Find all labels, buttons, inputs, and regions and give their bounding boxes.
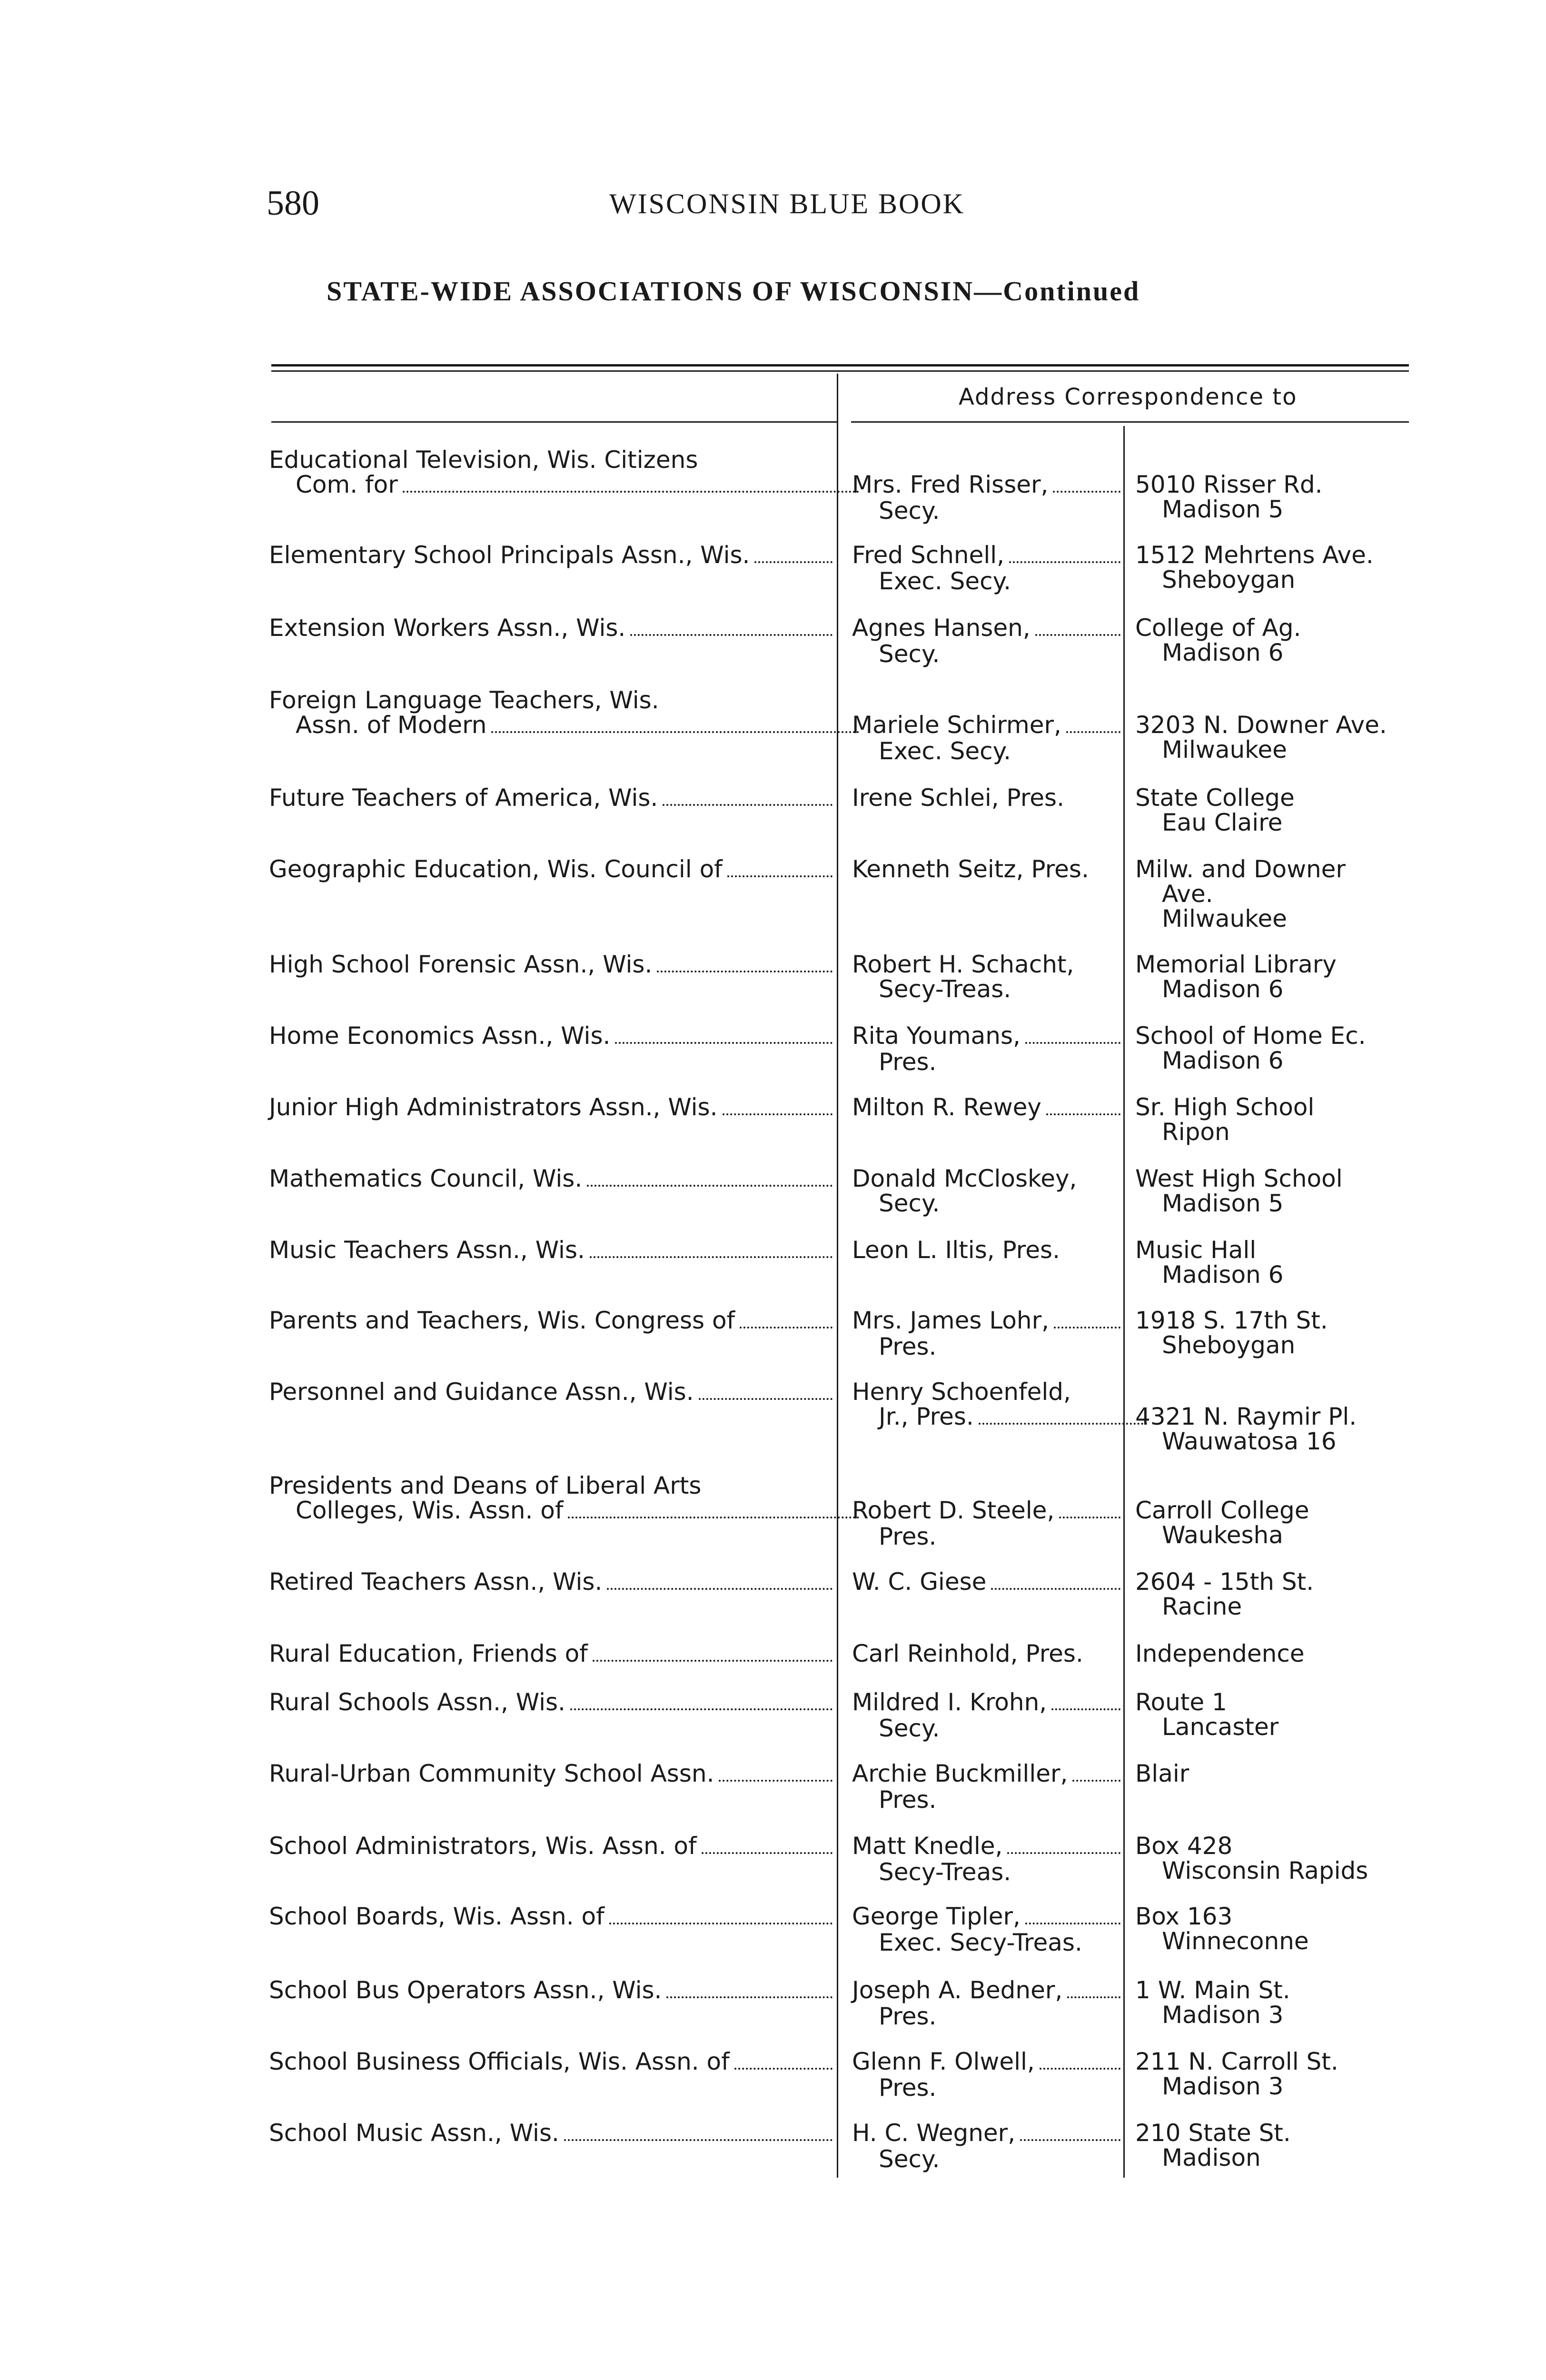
officer-line — [852, 1238, 1123, 1262]
officer-line — [852, 1690, 1123, 1716]
row-13-address — [1135, 1404, 1421, 1454]
row-9-address — [1135, 1095, 1421, 1144]
row-4-organization — [269, 688, 835, 739]
officer-line — [852, 2075, 1123, 2100]
officer-text: Secy. — [879, 640, 940, 668]
address-line: Independence — [1135, 1640, 1305, 1667]
officer-line — [852, 713, 1123, 739]
organization-text: Junior High Administrators Assn., Wis. — [269, 1093, 718, 1121]
organization-line — [269, 1095, 835, 1121]
dot-leader — [630, 634, 832, 636]
organization-text: Retired Teachers Assn., Wis. — [269, 1568, 603, 1596]
organization-text: Educational Television, Wis. Citizens — [269, 446, 698, 474]
organization-line — [269, 1834, 835, 1860]
dot-leader — [1025, 1042, 1120, 1044]
address-line: Madison — [1162, 2144, 1261, 2172]
officer-line — [852, 785, 1123, 810]
organization-line — [269, 615, 835, 642]
officer-line — [852, 977, 1123, 1002]
row-6-address — [1135, 857, 1421, 931]
dot-leader — [615, 1042, 832, 1044]
row-5-officer — [852, 785, 1123, 810]
dot-leader — [727, 875, 832, 877]
address-line: Madison 5 — [1162, 496, 1284, 523]
address-line: Madison 6 — [1162, 975, 1284, 1003]
address-line: West High School — [1135, 1165, 1343, 1192]
officer-line — [852, 1166, 1123, 1191]
organization-line — [269, 1023, 835, 1050]
officer-line — [852, 642, 1123, 666]
row-1-organization — [269, 447, 835, 498]
address-line: Waukesha — [1162, 1521, 1283, 1549]
address-line: Box 428 — [1135, 1832, 1233, 1860]
organization-line — [269, 1498, 862, 1524]
address-line: Eau Claire — [1162, 809, 1283, 836]
running-head: WISCONSIN BLUE BOOK — [609, 188, 965, 219]
officer-line — [852, 1404, 1150, 1430]
organization-line — [269, 1641, 835, 1667]
dot-leader — [1066, 731, 1120, 733]
organization-line — [269, 1978, 835, 2004]
dot-leader — [403, 491, 859, 493]
dot-leader — [663, 804, 832, 806]
row-5-organization — [269, 785, 835, 812]
address-line: Winneconne — [1162, 1927, 1309, 1955]
officer-text: Jr., Pres. — [879, 1403, 974, 1430]
address-line: Racine — [1162, 1593, 1242, 1620]
dot-leader — [1053, 491, 1120, 493]
officer-line — [852, 569, 1123, 594]
dot-leader — [607, 1588, 832, 1590]
officer-text: Mildred I. Krohn, — [852, 1688, 1047, 1716]
row-8-address — [1135, 1023, 1421, 1073]
organization-line — [269, 1308, 835, 1334]
row-19-organization — [269, 1834, 835, 1860]
address-line: 5010 Risser Rd. — [1135, 471, 1323, 498]
officer-text: Mrs. Fred Risser, — [852, 471, 1049, 498]
row-11-organization — [269, 1238, 835, 1264]
row-10-officer — [852, 1166, 1123, 1216]
row-2-officer — [852, 543, 1123, 594]
dot-leader — [719, 1780, 832, 1782]
row-17-address — [1135, 1690, 1421, 1739]
dot-leader — [568, 1517, 859, 1518]
officer-text: Glenn F. Olwell, — [852, 2048, 1035, 2075]
address-line: School of Home Ec. — [1135, 1022, 1366, 1050]
dot-leader — [570, 1708, 832, 1710]
officer-text: Kenneth Seitz, Pres. — [852, 855, 1089, 883]
address-line: 4321 N. Raymir Pl. — [1135, 1403, 1357, 1430]
officer-line — [852, 1860, 1123, 1884]
row-18-organization — [269, 1761, 835, 1787]
address-line: Madison 6 — [1162, 639, 1284, 666]
row-14-address — [1135, 1498, 1421, 1547]
officer-text: Pres. — [879, 2003, 937, 2030]
organization-text: Rural-Urban Community School Assn. — [269, 1760, 714, 1787]
officer-line — [852, 1761, 1123, 1787]
officer-text: Robert D. Steele, — [852, 1497, 1055, 1524]
officer-text: H. C. Wegner, — [852, 2119, 1016, 2147]
row-16-officer — [852, 1641, 1123, 1666]
organization-text: Extension Workers Assn., Wis. — [269, 614, 626, 642]
officer-text: Pres. — [879, 1786, 937, 1814]
address-line: 1512 Mehrtens Ave. — [1135, 541, 1374, 569]
row-4-officer — [852, 713, 1123, 764]
officer-text: Exec. Secy. — [879, 737, 1011, 765]
officer-text: Donald McCloskey, — [852, 1165, 1077, 1192]
row-23-organization — [269, 2121, 835, 2147]
organization-text: High School Forensic Assn., Wis. — [269, 951, 653, 978]
dot-leader — [1040, 2068, 1120, 2070]
officer-line — [852, 1334, 1123, 1359]
officer-text: Henry Schoenfeld, — [852, 1378, 1071, 1406]
officer-text: Leon L. Iltis, Pres. — [852, 1236, 1060, 1264]
organization-text: Rural Schools Assn., Wis. — [269, 1688, 565, 1716]
organization-line — [269, 1569, 835, 1596]
row-7-address — [1135, 952, 1421, 1002]
row-14-officer — [852, 1498, 1123, 1549]
row-22-officer — [852, 2049, 1123, 2100]
row-21-organization — [269, 1978, 835, 2004]
dot-leader — [593, 1660, 832, 1662]
dot-leader — [1067, 1996, 1120, 1998]
address-line: Box 163 — [1135, 1903, 1233, 1930]
officer-text: Agnes Hansen, — [852, 614, 1031, 642]
organization-line — [269, 857, 835, 883]
row-3-address — [1135, 615, 1421, 665]
organization-line — [269, 1379, 835, 1406]
address-line: Sr. High School — [1135, 1093, 1315, 1121]
row-20-address — [1135, 1904, 1421, 1954]
row-11-address — [1135, 1238, 1421, 1287]
page-number: 580 — [267, 184, 319, 223]
dot-leader — [1046, 1113, 1120, 1115]
organization-text: Elementary School Principals Assn., Wis. — [269, 541, 750, 569]
row-21-officer — [852, 1978, 1123, 2029]
officer-line — [852, 739, 1123, 764]
address-line: State College — [1135, 784, 1295, 812]
row-22-address — [1135, 2049, 1421, 2099]
organization-line — [269, 1761, 835, 1787]
row-17-officer — [852, 1690, 1123, 1741]
officer-text: Irene Schlei, Pres. — [852, 784, 1064, 812]
address-line: Carroll College — [1135, 1497, 1309, 1524]
row-8-officer — [852, 1023, 1123, 1074]
officer-line — [852, 1524, 1123, 1549]
organization-line — [269, 543, 835, 569]
officer-text: Pres. — [879, 1523, 937, 1550]
officer-line — [852, 1716, 1123, 1741]
row-10-address — [1135, 1166, 1421, 1216]
row-18-officer — [852, 1761, 1123, 1812]
organization-line — [269, 713, 862, 739]
organization-text: Personnel and Guidance Assn., Wis. — [269, 1378, 694, 1406]
officer-line — [852, 1379, 1123, 1404]
row-12-officer — [852, 1308, 1123, 1359]
row-9-officer — [852, 1095, 1123, 1121]
organization-text: School Boards, Wis. Assn. of — [269, 1903, 605, 1930]
dot-leader — [979, 1423, 1147, 1425]
row-15-address — [1135, 1569, 1421, 1619]
organization-text: Foreign Language Teachers, Wis. — [269, 686, 659, 714]
row-23-address — [1135, 2121, 1421, 2170]
row-2-organization — [269, 543, 835, 569]
officer-text: George Tipler, — [852, 1903, 1021, 1930]
row-11-officer — [852, 1238, 1123, 1262]
organization-text: Rural Education, Friends of — [269, 1640, 588, 1667]
officer-text: Joseph A. Bedner, — [852, 1976, 1063, 2004]
row-16-organization — [269, 1641, 835, 1667]
organization-text: Colleges, Wis. Assn. of — [296, 1497, 564, 1524]
row-13-organization — [269, 1379, 835, 1406]
officer-line — [852, 1904, 1123, 1930]
organization-text: Mathematics Council, Wis. — [269, 1165, 583, 1192]
organization-text: Presidents and Deans of Liberal Arts — [269, 1472, 702, 1499]
officer-text: Archie Buckmiller, — [852, 1760, 1068, 1787]
row-20-organization — [269, 1904, 835, 1930]
row-8-organization — [269, 1023, 835, 1050]
officer-line — [852, 857, 1123, 882]
row-19-officer — [852, 1834, 1123, 1884]
row-20-officer — [852, 1904, 1123, 1955]
organization-text: School Business Officials, Wis. Assn. of — [269, 2048, 730, 2075]
organization-text: Com. for — [296, 471, 398, 498]
dot-leader — [491, 731, 859, 733]
row-22-organization — [269, 2049, 835, 2075]
officer-line — [852, 1569, 1123, 1596]
address-line: 211 N. Carroll St. — [1135, 2048, 1338, 2075]
row-1-address — [1135, 472, 1421, 522]
officer-text: Secy. — [879, 1190, 940, 1217]
dot-leader — [702, 1852, 832, 1854]
section-title: STATE-WIDE ASSOCIATIONS OF WISCONSIN—Continued — [327, 276, 1140, 307]
officer-text: Milton R. Rewey — [852, 1093, 1041, 1121]
address-line: Wisconsin Rapids — [1162, 1857, 1368, 1884]
address-line: Route 1 — [1135, 1688, 1227, 1716]
organization-text: School Bus Operators Assn., Wis. — [269, 1976, 662, 2004]
row-5-address — [1135, 785, 1421, 835]
officer-line — [852, 2004, 1123, 2029]
dot-leader — [1051, 1708, 1120, 1710]
organization-text: Music Teachers Assn., Wis. — [269, 1236, 585, 1264]
address-line: Madison 6 — [1162, 1047, 1284, 1074]
address-line: Madison 6 — [1162, 1261, 1284, 1289]
officer-text: Pres. — [879, 2074, 937, 2102]
row-12-address — [1135, 1308, 1421, 1358]
dot-leader — [1035, 634, 1120, 636]
address-line: Wauwatosa 16 — [1162, 1428, 1337, 1455]
dot-leader — [609, 1923, 832, 1924]
officer-text: Secy-Treas. — [879, 975, 1011, 1003]
dot-leader — [1072, 1780, 1120, 1782]
organization-text: School Music Assn., Wis. — [269, 2119, 559, 2147]
row-6-officer — [852, 857, 1123, 882]
dot-leader — [1009, 561, 1120, 563]
dot-leader — [657, 971, 832, 972]
officer-text: Mariele Schirmer, — [852, 711, 1061, 739]
row-6-organization — [269, 857, 835, 883]
address-line: 2604 - 15th St. — [1135, 1568, 1314, 1596]
officer-line — [852, 472, 1123, 498]
officer-line — [852, 2147, 1123, 2172]
address-line: College of Ag. — [1135, 614, 1301, 642]
officer-text: Pres. — [879, 1333, 937, 1360]
officer-line — [852, 1095, 1123, 1121]
organization-line — [269, 472, 862, 498]
organization-text: Parents and Teachers, Wis. Congress of — [269, 1307, 735, 1334]
row-15-officer — [852, 1569, 1123, 1596]
officer-text: Pres. — [879, 1048, 937, 1076]
row-9-organization — [269, 1095, 835, 1121]
officer-text: W. C. Giese — [852, 1568, 987, 1596]
organization-line — [269, 688, 835, 713]
officer-text: Robert H. Schacht, — [852, 951, 1074, 978]
address-line: 1918 S. 17th St. — [1135, 1307, 1328, 1334]
dot-leader — [740, 1327, 832, 1329]
organization-line — [269, 1904, 835, 1930]
officer-line — [852, 1930, 1123, 1955]
organization-line — [269, 447, 835, 472]
dot-leader — [1059, 1517, 1120, 1518]
officer-text: Secy-Treas. — [879, 1858, 1011, 1886]
organization-line — [269, 1473, 835, 1498]
organization-line — [269, 1166, 835, 1192]
row-7-organization — [269, 952, 835, 978]
officer-text: Matt Knedle, — [852, 1832, 1003, 1860]
dot-leader — [1020, 2139, 1120, 2141]
dot-leader — [754, 561, 832, 563]
row-10-organization — [269, 1166, 835, 1192]
organization-line — [269, 1690, 835, 1716]
address-line: Memorial Library — [1135, 951, 1337, 978]
officer-line — [852, 1641, 1123, 1666]
officer-text: Exec. Secy. — [879, 567, 1011, 595]
address-line: 210 State St. — [1135, 2119, 1291, 2147]
column-header: Address Correspondence to — [959, 384, 1298, 410]
address-line: Milw. and Downer — [1135, 855, 1346, 883]
officer-line — [852, 498, 1123, 523]
row-21-address — [1135, 1978, 1421, 2027]
officer-line — [852, 1191, 1123, 1216]
row-1-officer — [852, 472, 1123, 523]
officer-line — [852, 2121, 1123, 2147]
officer-line — [852, 1834, 1123, 1860]
officer-line — [852, 1023, 1123, 1050]
address-line: Madison 3 — [1162, 2073, 1284, 2100]
address-line: 3203 N. Downer Ave. — [1135, 711, 1387, 739]
row-23-officer — [852, 2121, 1123, 2172]
address-line: Madison 5 — [1162, 1190, 1284, 1217]
row-3-organization — [269, 615, 835, 642]
officer-text: Rita Youmans, — [852, 1022, 1021, 1050]
address-line: Ave. — [1162, 880, 1213, 908]
officer-text: Fred Schnell, — [852, 541, 1005, 569]
organization-line — [269, 1238, 835, 1264]
dot-leader — [587, 1185, 832, 1187]
row-3-officer — [852, 615, 1123, 666]
organization-line — [269, 785, 835, 812]
officer-line — [852, 1050, 1123, 1074]
officer-line — [852, 1978, 1123, 2004]
dot-leader — [1025, 1923, 1120, 1924]
dot-leader — [734, 2068, 832, 2070]
dot-leader — [1054, 1327, 1120, 1329]
officer-text: Secy. — [879, 2145, 940, 2173]
officer-text: Mrs. James Lohr, — [852, 1307, 1050, 1334]
officer-line — [852, 543, 1123, 569]
officer-text: Secy. — [879, 497, 940, 525]
address-line: Ripon — [1162, 1118, 1230, 1146]
dot-leader — [699, 1398, 832, 1400]
row-16-address — [1135, 1641, 1421, 1666]
officer-line — [852, 1308, 1123, 1334]
row-18-address — [1135, 1761, 1421, 1786]
dot-leader — [723, 1113, 832, 1115]
address-line: Sheboygan — [1162, 1331, 1296, 1359]
organization-line — [269, 952, 835, 978]
dot-leader — [991, 1588, 1120, 1590]
row-19-address — [1135, 1834, 1421, 1883]
address-line: 1 W. Main St. — [1135, 1976, 1290, 2004]
address-line: Music Hall — [1135, 1236, 1257, 1264]
officer-text: Carl Reinhold, Pres. — [852, 1640, 1083, 1667]
organization-text: School Administrators, Wis. Assn. of — [269, 1832, 697, 1860]
row-13-officer — [852, 1379, 1123, 1430]
dot-leader — [1007, 1852, 1120, 1854]
organization-line — [269, 2049, 835, 2075]
row-15-organization — [269, 1569, 835, 1596]
dot-leader — [564, 2139, 832, 2141]
row-14-organization — [269, 1473, 835, 1524]
address-line: Milwaukee — [1162, 905, 1287, 932]
address-line: Blair — [1135, 1760, 1189, 1787]
row-17-organization — [269, 1690, 835, 1716]
dot-leader — [590, 1256, 832, 1258]
officer-text: Secy. — [879, 1715, 940, 1742]
row-12-organization — [269, 1308, 835, 1334]
officer-line — [852, 1787, 1123, 1812]
organization-text: Assn. of Modern — [296, 711, 487, 739]
officer-text: Exec. Secy-Treas. — [879, 1929, 1082, 1956]
officer-line — [852, 615, 1123, 642]
address-line: Sheboygan — [1162, 566, 1296, 594]
row-7-officer — [852, 952, 1123, 1002]
address-line: Madison 3 — [1162, 2001, 1284, 2029]
address-line: Milwaukee — [1162, 736, 1287, 764]
organization-text: Home Economics Assn., Wis. — [269, 1022, 611, 1050]
dot-leader — [666, 1996, 832, 1998]
row-4-address — [1135, 713, 1421, 762]
organization-text: Future Teachers of America, Wis. — [269, 784, 658, 812]
organization-text: Geographic Education, Wis. Council of — [269, 855, 723, 883]
organization-line — [269, 2121, 835, 2147]
officer-line — [852, 952, 1123, 977]
officer-line — [852, 2049, 1123, 2075]
officer-line — [852, 1498, 1123, 1524]
row-2-address — [1135, 543, 1421, 592]
address-line: Lancaster — [1162, 1713, 1279, 1741]
